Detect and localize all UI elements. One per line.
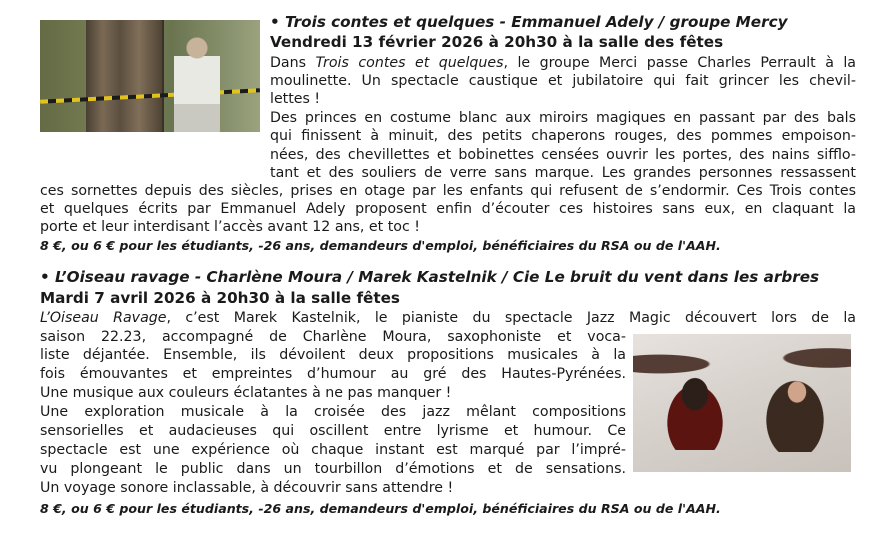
event1-line: nées, des chevillettes et bobinettes censées ouvrir les portes, des nains sifflo- [270, 147, 856, 163]
event2-line: Une musique aux couleurs éclatantes à ne pas manquer ! [40, 385, 452, 401]
event2-line: Un voyage sonore inclassable, à découvrir sans attendre ! [40, 480, 454, 496]
event2-line: vu plongeant le public dans un tourbillon d’émotions et de sensations. [40, 461, 626, 477]
event1-title: • Trois contes et quelques - Emmanuel Adely / groupe Mercy [270, 13, 788, 31]
event2-line: liste déjantée. Ensemble, ils dévoilent deux propositions musicales à la [40, 347, 626, 363]
event1-line: qui finissent à minuit, des petits chaperons rouges, des pommes empoison- [270, 128, 856, 144]
event2-line: Une exploration musicale à la croisée des jazz mêlant compositions [40, 404, 626, 420]
photo-performer [174, 34, 220, 132]
event1-price: 8 €, ou 6 € pour les étudiants, -26 ans, demandeurs d'emploi, bénéficiaires du RSA ou de l'AAH. [40, 238, 721, 253]
photo-door [86, 20, 164, 132]
event1-photo [40, 20, 260, 132]
event1-line: ces sornettes depuis des siècles, prises en otage par les enfants qui refusent de s’endormir. Ces Trois contes [40, 183, 856, 199]
event2-line: spectacle est une expérience où chaque instant est marqué par l’impré- [40, 442, 626, 458]
event1-line: tant et des souliers de verre sans marque. Les grandes personnes ressassent [270, 165, 856, 181]
event1-line: porte et leur interdisant l’accès avant 12 ans, et toc ! [40, 219, 420, 235]
event2-date: Mardi 7 avril 2026 à 20h30 à la salle fêtes [40, 289, 400, 307]
event2-line: saison 22.23, accompagné de Charlène Moura, saxophoniste et voca- [40, 329, 626, 345]
event1-line: moulinette. Un spectacle caustique et jubilatoire qui fait grincer les chevil- [270, 73, 856, 89]
event1-intro-title: Trois contes et quelques [315, 55, 504, 71]
event1-date: Vendredi 13 février 2026 à 20h30 à la salle des fêtes [270, 33, 724, 51]
event2-title: • L’Oiseau ravage - Charlène Moura / Marek Kastelnik / Cie Le bruit du vent dans les arbres [40, 268, 820, 286]
event1-intro [270, 53, 856, 73]
event2-intro-title: L’Oiseau Ravage [40, 310, 167, 326]
event1-line: lettes ! [270, 91, 321, 107]
event1-line: Des princes en costume blanc aux miroirs magiques en passant par des bals [270, 110, 856, 126]
photo-performer-right [745, 352, 845, 452]
event2-photo [633, 334, 851, 472]
event2-price: 8 €, ou 6 € pour les étudiants, -26 ans, demandeurs d'emploi, bénéficiaires du RSA ou de l'AAH. [40, 501, 721, 516]
event1-line: et quelques écrits par Emmanuel Adely proposent enfin d’écouter ces histoires sans eux, en claquant la [40, 201, 856, 217]
event2-line: fois émouvantes et empreintes d’humour au gré des Hautes-Pyrénées. [40, 366, 626, 382]
event2-line: sensorielles et audacieuses qui oscillent entre lyrisme et humour. Ce [40, 423, 626, 439]
photo-performer-left [649, 360, 741, 450]
event1-intro-prefix: Dans [270, 55, 316, 71]
event2-intro-rest: , c’est Marek Kastelnik, le pianiste du spectacle Jazz Magic découvert lors de la [166, 310, 856, 326]
event1-intro-rest: , le groupe Merci passe Charles Perrault à la [503, 55, 856, 71]
event2-intro [40, 308, 856, 328]
